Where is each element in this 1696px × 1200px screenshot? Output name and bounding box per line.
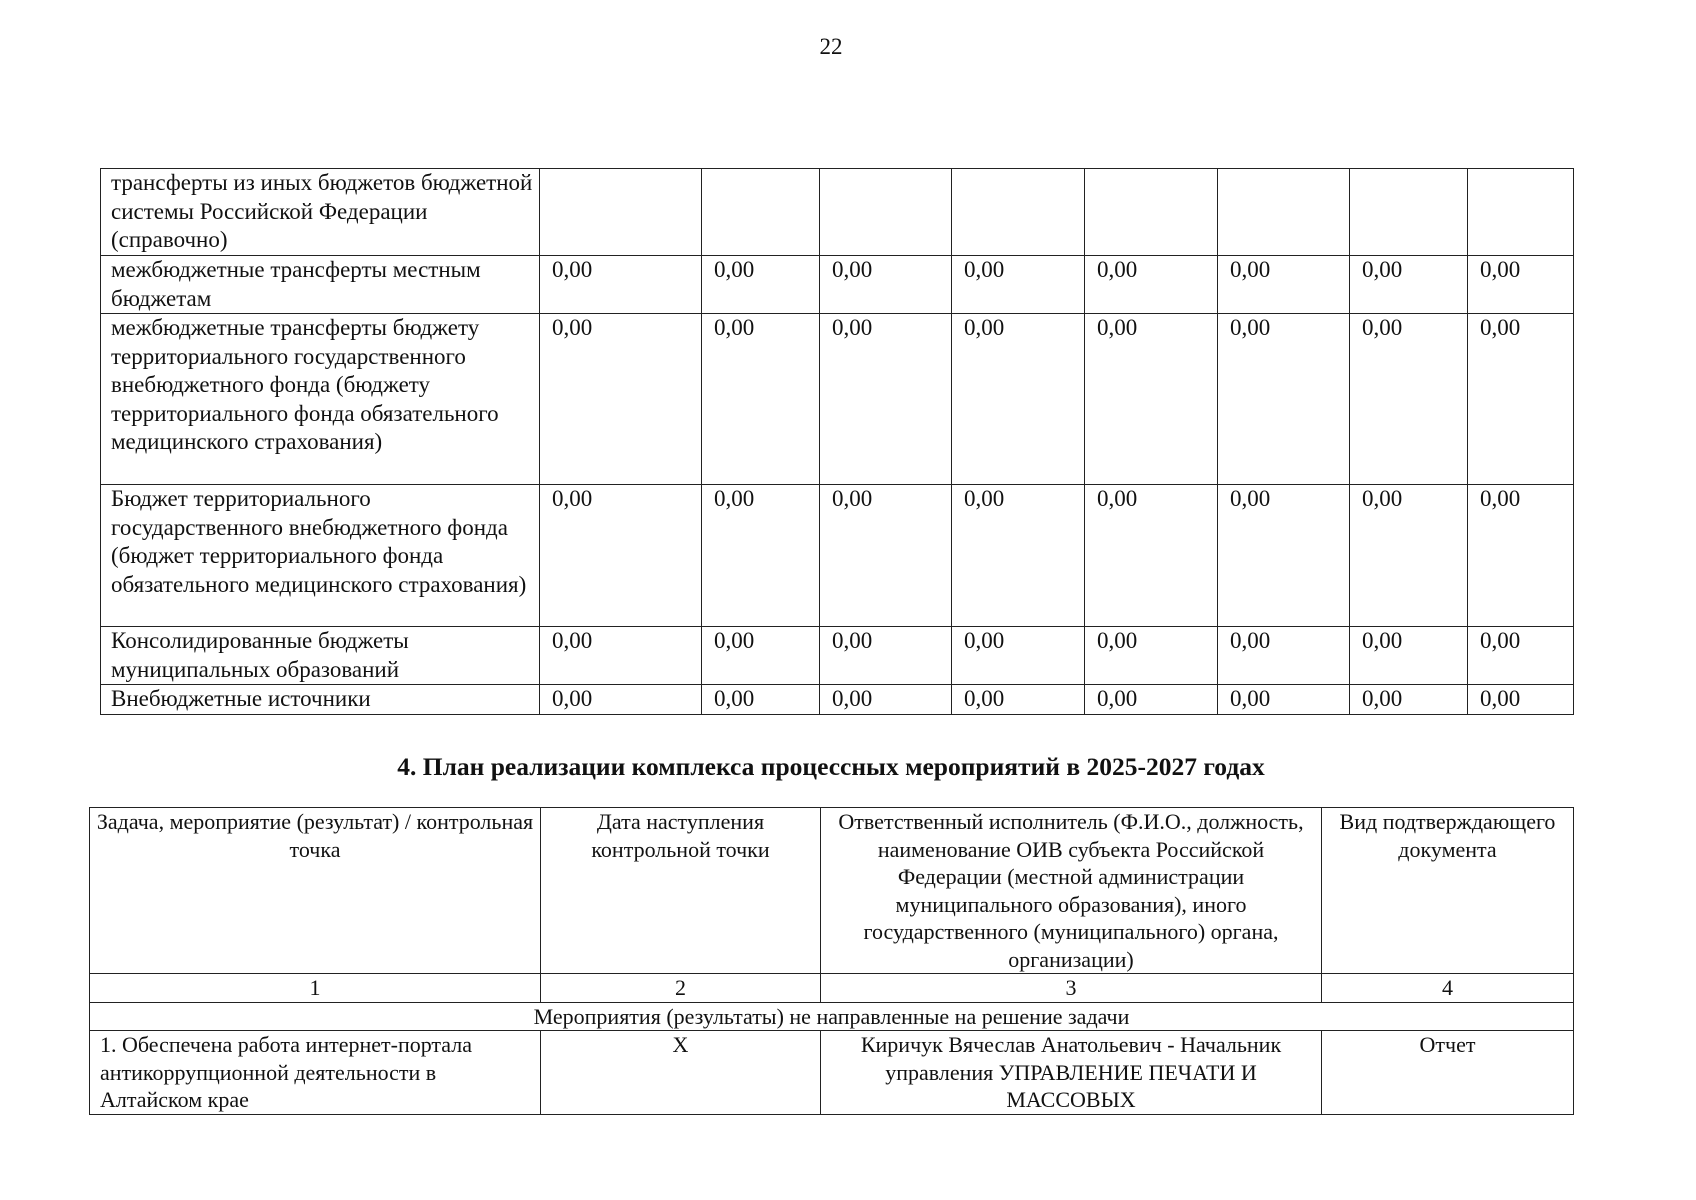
value-cell: 0,00 [952,627,1085,685]
column-number-row [90,974,1574,1003]
column-number: 3 [821,974,1322,1003]
header-document: Вид подтверждающего документа [1322,808,1574,974]
value-cell: 0,00 [1468,256,1574,314]
task-cell: 1. Обеспечена работа интернет-портала антикоррупционной деятельности в Алтайском крае [90,1031,541,1115]
funding-table-body [101,169,1574,715]
value-cell: 0,00 [1218,685,1350,715]
value-cell: 0,00 [1085,485,1218,627]
value-cell: 0,00 [1218,627,1350,685]
value-cell: 0,00 [1350,685,1468,715]
value-cell: 0,00 [820,256,952,314]
value-cell: 0,00 [1218,256,1350,314]
value-cell: 0,00 [820,627,952,685]
table-row [90,1031,1574,1115]
column-number: 2 [541,974,821,1003]
plan-table [89,807,1574,1115]
value-cell: 0,00 [702,256,820,314]
value-cell: 0,00 [952,314,1085,485]
table-row [101,256,1574,314]
row-label: межбюджетные трансферты местным бюджетам [101,256,540,314]
value-cell: 0,00 [1350,256,1468,314]
value-cell: 0,00 [1468,314,1574,485]
value-cell: 0,00 [702,485,820,627]
value-cell: 0,00 [540,627,702,685]
header-executor: Ответственный исполнитель (Ф.И.О., должность, наименование ОИВ субъекта Российской Федерации (местной администрации муниципального образования), иного государственного (муниципального) органа, организации) [821,808,1322,974]
page-number: 22 [819,34,843,59]
table-row [101,685,1574,715]
value-cell: 0,00 [1218,485,1350,627]
row-label: трансферты из иных бюджетов бюджетной системы Российской Федерации (справочно) [101,169,540,256]
group-title: Мероприятия (результаты) не направленные на решение задачи [90,1002,1574,1031]
row-label: Бюджет территориального государственного внебюджетного фонда (бюджет территориального фонда обязательного медицинского страхования) [101,485,540,627]
funding-table [100,168,1574,715]
value-cell: 0,00 [1468,627,1574,685]
value-cell [1085,169,1218,256]
value-cell: 0,00 [1085,685,1218,715]
value-cell: 0,00 [540,256,702,314]
column-number: 1 [90,974,541,1003]
document-cell: Отчет [1322,1031,1574,1115]
value-cell [1350,169,1468,256]
value-cell: 0,00 [1218,314,1350,485]
row-label: Внебюджетные источники [101,685,540,715]
table-row [101,485,1574,627]
value-cell: 0,00 [1350,485,1468,627]
value-cell [820,169,952,256]
value-cell: 0,00 [1468,685,1574,715]
plan-table-header-row [90,808,1574,974]
value-cell: 0,00 [820,485,952,627]
group-row [90,1002,1574,1031]
value-cell: 0,00 [820,685,952,715]
value-cell: 0,00 [1085,314,1218,485]
row-label: межбюджетные трансферты бюджету территориального государственного внебюджетного фонда (бюджету территориального фонда обязательного медицинского страхования) [101,314,540,485]
value-cell: 0,00 [540,314,702,485]
value-cell: 0,00 [702,685,820,715]
header-date: Дата наступления контрольной точки [541,808,821,974]
value-cell [1468,169,1574,256]
value-cell [952,169,1085,256]
value-cell: 0,00 [1468,485,1574,627]
value-cell: 0,00 [540,485,702,627]
value-cell [702,169,820,256]
value-cell: 0,00 [952,256,1085,314]
executor-cell: Киричук Вячеслав Анатольевич - Начальник управления УПРАВЛЕНИЕ ПЕЧАТИ И МАССОВЫХ [821,1031,1322,1115]
value-cell: 0,00 [1085,627,1218,685]
value-cell: 0,00 [702,314,820,485]
value-cell: 0,00 [1085,256,1218,314]
date-cell: X [541,1031,821,1115]
section-title: 4. План реализации комплекса процессных мероприятий в 2025-2027 годах [397,752,1265,781]
value-cell: 0,00 [952,485,1085,627]
value-cell: 0,00 [952,685,1085,715]
value-cell: 0,00 [1350,314,1468,485]
value-cell: 0,00 [540,685,702,715]
row-label: Консолидированные бюджеты муниципальных образований [101,627,540,685]
table-row [101,169,1574,256]
value-cell [540,169,702,256]
value-cell: 0,00 [820,314,952,485]
table-row [101,314,1574,485]
value-cell [1218,169,1350,256]
value-cell: 0,00 [1350,627,1468,685]
value-cell: 0,00 [702,627,820,685]
column-number: 4 [1322,974,1574,1003]
header-task: Задача, мероприятие (результат) / контрольная точка [90,808,541,974]
table-row [101,627,1574,685]
